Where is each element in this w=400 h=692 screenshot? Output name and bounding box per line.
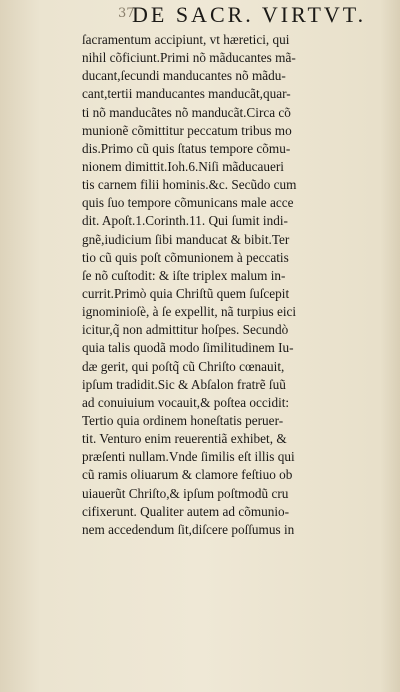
text-line: munionẽ cõmittitur peccatum tribus mo [82, 122, 292, 138]
text-line: gnẽ,iudicium ſibi manducat & bibit.Ter [82, 231, 290, 247]
text-line: nihil cõficiunt.Primi nõ mãducantes mã- [82, 50, 296, 66]
text-line: tit. Venturo enim reuerentiã exhibet, & [82, 431, 287, 447]
text-line: quia talis quodã modo ſimilitudinem Iu- [82, 340, 294, 356]
text-line: ſe nõ cuſtodit: & iſte triplex malum in- [82, 267, 286, 283]
text-line: cũ ramis oliuarum & clamore feſtiuo ob [82, 467, 293, 483]
text-line: dæ gerit, qui poſtq̃ cũ Chriſto cœnauit, [82, 358, 285, 374]
text-line: nem accedendum ſit,diſcere poſſumus in [82, 521, 295, 537]
text-line: quis ſuo tempore cõmunicans male acce [82, 195, 294, 211]
text-line: uiauerũt Chriſto,& ipſum poſtmodũ cru [82, 485, 289, 501]
text-line: dit. Apoſt.1.Corinth.11. Qui ſumit indi- [82, 213, 288, 229]
text-line: præſenti nullam.Vnde ſimilis eſt illis qui [82, 449, 295, 465]
text-line: tio cũ quis poſt cõmunionem à peccatis [82, 249, 289, 265]
text-line: icitur,q̃ non admittitur hoſpes. Secundò [82, 322, 289, 338]
text-line: ignominioſè, à ſe expellit, nã turpius eici [82, 304, 297, 320]
text-line: ti nõ manducãtes nõ manducãt.Circa cõ [82, 104, 291, 120]
running-head: DE SACR. VIRTVT. [132, 2, 367, 27]
text-line: ipſum tradidit.Sic & Abſalon fratrẽ ſuũ [82, 376, 286, 392]
text-line: currit.Primò quia Chriſtũ quem ſuſcepit [82, 285, 290, 301]
text-line: cifixerunt. Qualiter autem ad cõmunio- [82, 503, 290, 519]
text-line: nionem dimittit.Ioh.6.Niſi mãducaueri [82, 158, 284, 174]
text-line: ſacramentum accipiunt, vt hæretici, qui [82, 32, 290, 47]
text-line: dis.Primo cũ quis ſtatus tempore cõmu- [82, 140, 291, 156]
text-line: ducant,ſecundi manducantes nõ mãdu- [82, 68, 286, 84]
page-header [0, 2, 400, 28]
body-text [82, 31, 400, 539]
text-line: cant,tertii manducantes manducãt,quar- [82, 86, 291, 102]
text-line: tis carnem filii hominis.&c. Secũdo cum [82, 177, 297, 193]
text-line: Tertio quia ordinem honeſtatis peruer- [82, 412, 284, 428]
page-number: 37 [118, 6, 135, 21]
text-line: ad conuiuium vocauit,& poſtea occidit: [82, 394, 290, 410]
